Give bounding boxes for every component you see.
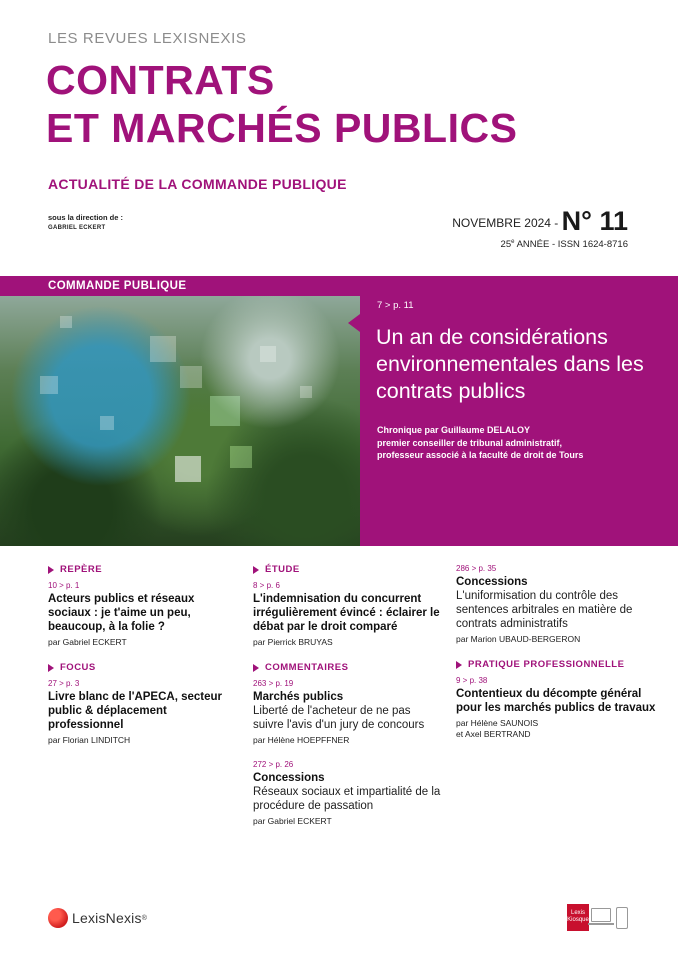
article-ref: 286 > p. 35 (456, 564, 497, 573)
logo-registered: ® (141, 914, 147, 922)
article-item[interactable] (253, 581, 443, 648)
article-title: Contentieux du décompte général pour les marchés publics de travaux (456, 688, 656, 714)
triangle-bullet-icon (48, 664, 54, 672)
journal-subtitle: ACTUALITÉ DE LA COMMANDE PUBLIQUE (48, 176, 347, 192)
triangle-bullet-icon (456, 661, 462, 669)
hero-author (377, 424, 667, 462)
article-title: Concessions (456, 576, 528, 588)
title-line-2: ET MARCHÉS PUBLICS (46, 105, 518, 151)
category-label: PRATIQUE PROFESSIONNELLE (468, 659, 625, 670)
kiosque-badge (567, 904, 589, 931)
category-label: COMMENTAIRES (265, 662, 349, 673)
laptop-icon (591, 908, 611, 922)
article-item[interactable] (253, 679, 443, 746)
category-etude (253, 564, 443, 575)
column-middle (253, 564, 443, 841)
article-author: par Pierrick BRUYAS (253, 637, 333, 647)
article-item[interactable] (456, 676, 656, 740)
category-commentaires (253, 662, 443, 673)
article-item[interactable] (48, 581, 238, 648)
category-label: FOCUS (60, 662, 96, 673)
logo-text: LexisNexis (72, 910, 142, 926)
hero-pointer (348, 314, 360, 332)
article-author-line: et Axel BERTRAND (456, 729, 531, 739)
category-repere (48, 564, 238, 575)
article-author: par Florian LINDITCH (48, 735, 131, 745)
article-title: L'indemnisation du concurrent irrégulièrement évincé : éclairer le débat par le droit comparé (253, 593, 440, 633)
tablet-icon (616, 907, 628, 929)
category-pratique (456, 659, 656, 670)
article-author: par Gabriel ECKERT (253, 816, 332, 826)
director-name: GABRIEL ECKERT (48, 225, 106, 231)
article-ref: 9 > p. 38 (456, 676, 488, 685)
article-title: Concessions (253, 772, 325, 784)
article-author: par Marion UBAUD-BERGERON (456, 634, 581, 644)
column-right (456, 564, 656, 754)
hero-title[interactable]: Un an de considérations environnementales dans les contrats publics (376, 325, 644, 403)
year-suffix: e (511, 239, 515, 245)
article-ref: 8 > p. 6 (253, 581, 280, 590)
article-title: Acteurs publics et réseaux sociaux : je t'aime un peu, beaucoup, à la folie ? (48, 593, 195, 633)
section-label: COMMANDE PUBLIQUE (0, 276, 360, 296)
hero-forest-image (0, 296, 360, 546)
article-author: par Hélène HOEPFFNER (253, 735, 350, 745)
article-description: Réseaux sociaux et impartialité de la procédure de passation (253, 786, 441, 812)
article-item[interactable] (253, 760, 443, 827)
article-title: Livre blanc de l'APECA, secteur public & déplacement professionnel (48, 691, 223, 731)
digital-access[interactable] (567, 904, 631, 936)
article-author: par Gabriel ECKERT (48, 637, 127, 647)
article-ref: 263 > p. 19 (253, 679, 294, 688)
article-author-line: par Hélène SAUNOIS (456, 718, 539, 728)
lexisnexis-logo-icon (48, 908, 68, 928)
category-label: REPÈRE (60, 564, 103, 575)
hero-author-line: premier conseiller de tribunal administratif, (377, 437, 563, 448)
editorial-direction (48, 212, 123, 234)
article-ref: 10 > p. 1 (48, 581, 80, 590)
year-number: 25 (500, 239, 512, 251)
triangle-bullet-icon (48, 566, 54, 574)
category-label: ÉTUDE (265, 564, 300, 575)
direction-label: sous la direction de : (48, 213, 124, 222)
issue-date: NOVEMBRE 2024 - (452, 216, 559, 230)
article-description: L'uniformisation du contrôle des sentences arbitrales en matière de contrats administratifs (456, 590, 633, 630)
triangle-bullet-icon (253, 566, 259, 574)
year-issn: ANNÉE - ISSN 1624-8716 (514, 239, 628, 251)
publisher-logo[interactable] (48, 908, 147, 928)
kiosque-line: Lexis (570, 910, 585, 916)
issue-info (452, 206, 628, 250)
kiosque-line: Kiosque (567, 917, 589, 923)
issue-number: N° 11 (561, 206, 628, 236)
journal-title (46, 56, 517, 152)
triangle-bullet-icon (253, 664, 259, 672)
hero-author-line: professeur associé à la faculté de droit de Tours (377, 450, 584, 460)
series-name: LES REVUES LEXISNEXIS (48, 30, 247, 47)
article-title: Marchés publics (253, 691, 344, 703)
article-ref: 272 > p. 26 (253, 760, 294, 769)
hero-ref: 7 > p. 11 (377, 300, 414, 311)
article-description: Liberté de l'acheteur de ne pas suivre l'avis d'un jury de concours (253, 705, 425, 731)
article-item[interactable] (48, 679, 238, 746)
column-left (48, 564, 238, 760)
article-item[interactable] (456, 564, 656, 645)
hero-author-line: Chronique par Guillaume DELALOY (377, 425, 531, 435)
article-ref: 27 > p. 3 (48, 679, 80, 688)
laptop-base (588, 923, 614, 925)
title-line-1: CONTRATS (46, 57, 275, 103)
category-focus (48, 662, 238, 673)
article-author (456, 718, 656, 740)
